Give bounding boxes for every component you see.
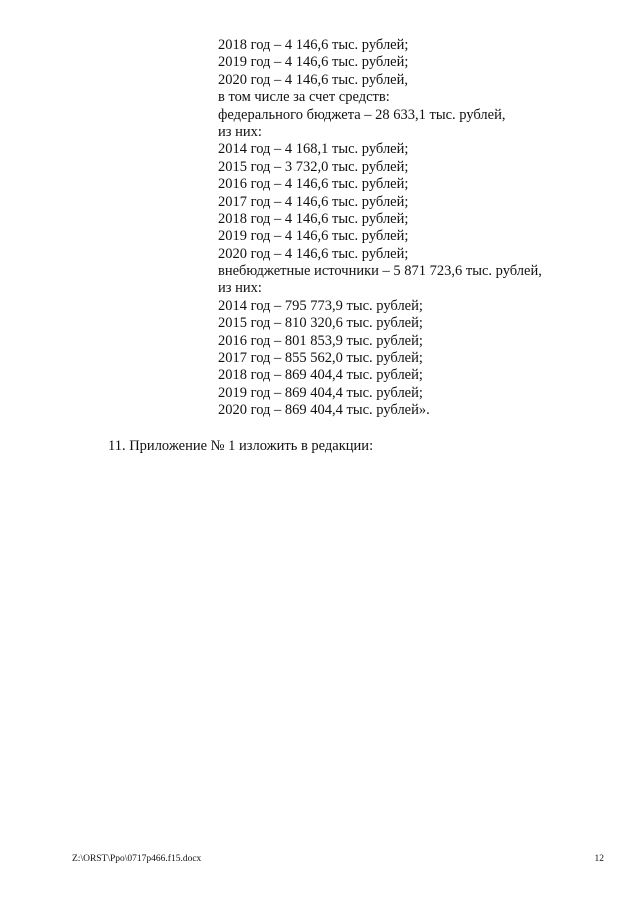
text-line: 2019 год – 869 404,4 тыс. рублей; — [218, 384, 423, 401]
text-line: 2017 год – 4 146,6 тыс. рублей; — [218, 193, 409, 210]
text-line: 2015 год – 3 732,0 тыс. рублей; — [218, 158, 409, 175]
text-line: 2015 год – 810 320,6 тыс. рублей; — [218, 315, 423, 332]
footer-file-path: Z:\ORST\Ppo\0717p466.f15.docx — [72, 854, 202, 864]
text-line: 2016 год – 801 853,9 тыс. рублей; — [218, 332, 423, 349]
text-line: 2020 год – 869 404,4 тыс. рублей». — [218, 402, 430, 419]
text-line: 2020 год – 4 146,6 тыс. рублей; — [218, 245, 409, 262]
numbered-item-11: 11. Приложение № 1 изложить в редакции: — [108, 438, 374, 454]
text-line: в том числе за счет средств: — [218, 89, 390, 106]
text-line: из них: — [218, 280, 262, 297]
text-line: 2016 год – 4 146,6 тыс. рублей; — [218, 176, 409, 193]
funding-text-block — [218, 37, 618, 420]
text-line: 2014 год – 4 168,1 тыс. рублей; — [218, 141, 409, 158]
text-line: 2019 год – 4 146,6 тыс. рублей; — [218, 54, 409, 71]
text-line: федерального бюджета – 28 633,1 тыс. рублей, — [218, 106, 506, 123]
text-line: 2020 год – 4 146,6 тыс. рублей, — [218, 71, 409, 88]
text-line: 2014 год – 795 773,9 тыс. рублей; — [218, 297, 423, 314]
text-line: 2017 год – 855 562,0 тыс. рублей; — [218, 350, 423, 367]
text-line: из них: — [218, 123, 262, 140]
text-line: 2018 год – 4 146,6 тыс. рублей; — [218, 37, 409, 53]
text-line: 2018 год – 869 404,4 тыс. рублей; — [218, 367, 423, 384]
text-line: внебюджетные источники – 5 871 723,6 тыс. рублей, — [218, 263, 542, 280]
text-line: 2019 год – 4 146,6 тыс. рублей; — [218, 228, 409, 245]
page-number: 12 — [594, 854, 604, 864]
text-line: 2018 год – 4 146,6 тыс. рублей; — [218, 210, 409, 227]
